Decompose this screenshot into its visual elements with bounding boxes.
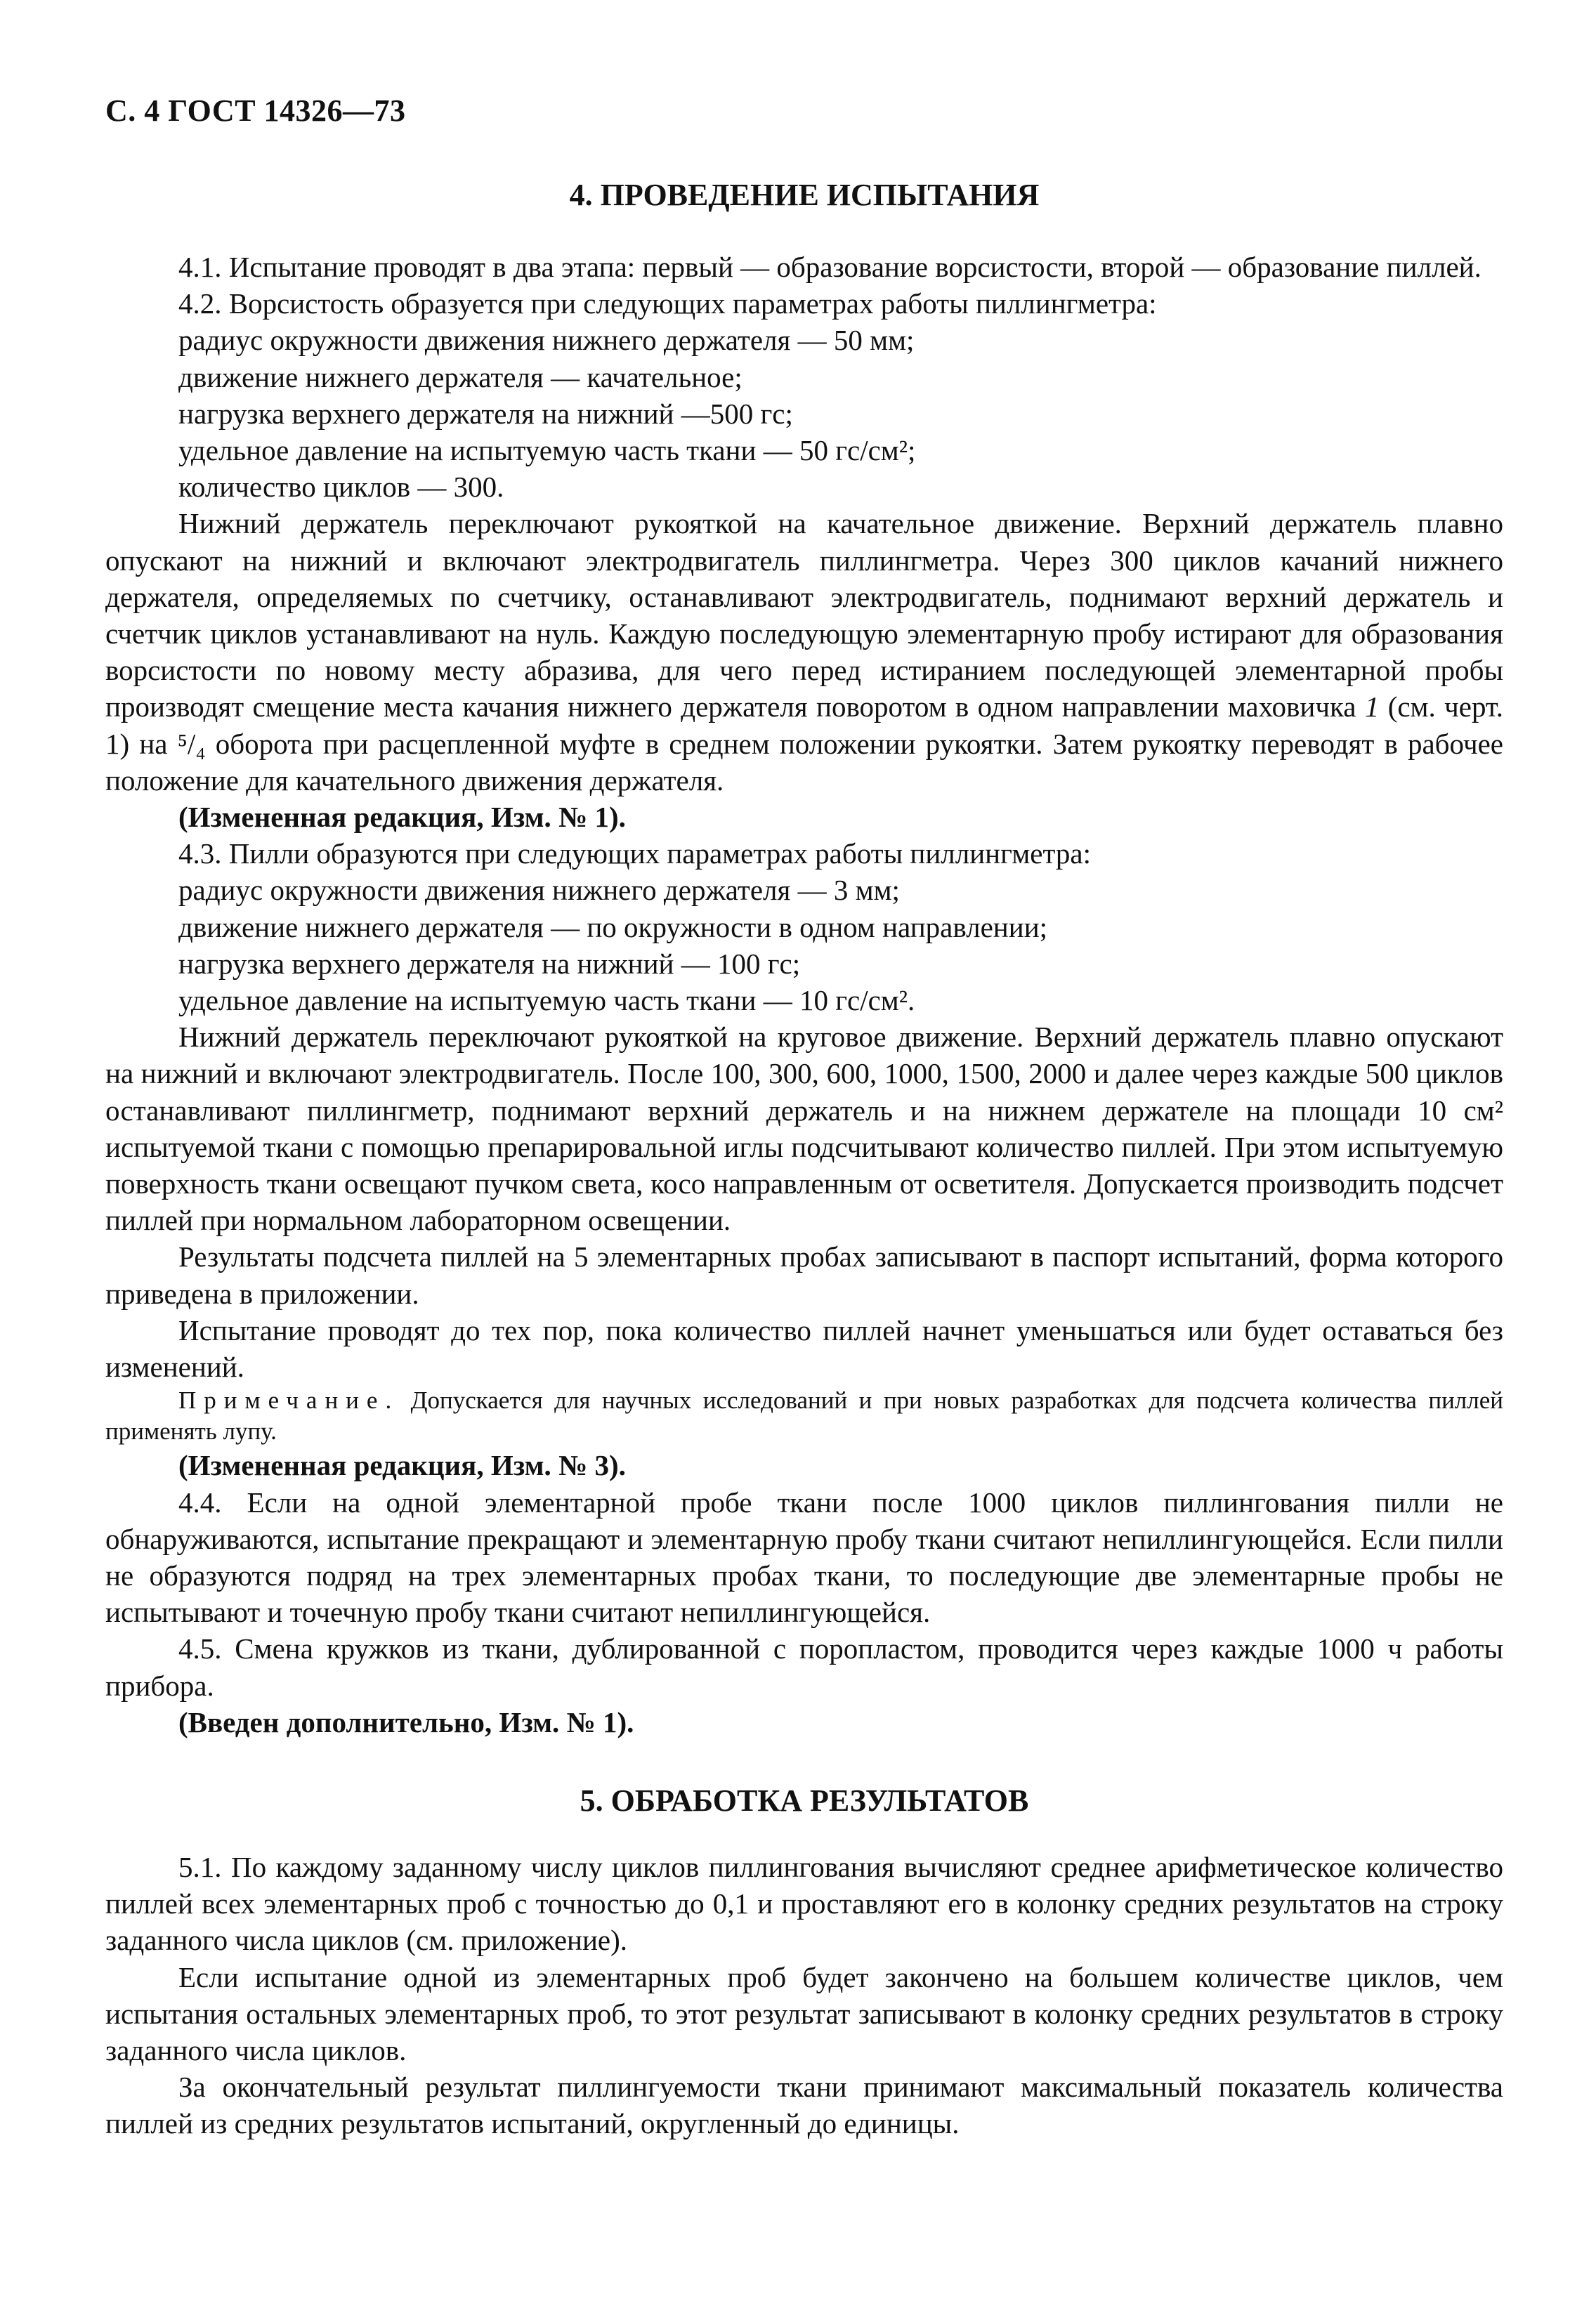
paragraph-4-3: 4.3. Пилли образуются при следующих параметрах работы пиллингметра: xyxy=(178,837,1092,870)
list-item: количество циклов — 300. xyxy=(178,471,504,504)
note-paragraph xyxy=(105,1385,1503,1447)
list-item: нагрузка верхнего держателя на нижний — 100 гс; xyxy=(178,947,801,980)
section-4-body xyxy=(105,249,1503,1741)
list-item: движение нижнего держателя — качательное; xyxy=(178,360,743,393)
list-item: удельное давление на испытуемую часть ткани — 50 гс/см²; xyxy=(178,434,916,467)
note-text: Допускается для научных исследований и при новых разработках для подсчета количества пиллей применять лупу. xyxy=(105,1387,1503,1446)
paragraph-4-3-until: Испытание проводят до тех пор, пока количество пиллей начнет уменьшаться или будет оставаться без изменений. xyxy=(105,1313,1503,1384)
list-item: нагрузка верхнего держателя на нижний —500 гс; xyxy=(178,397,793,430)
section-5-body xyxy=(105,1849,1503,2142)
drawing-reference: 1 xyxy=(1364,690,1380,723)
procedure-text-b: (см. черт. 1) на ⁵/₄ оборота при расцепленной муфте в среднем положении рукоятки. Затем рукоятку переводят в рабочее положение для качательного движения держателя. xyxy=(105,690,1503,797)
section-5-heading: 5. ОБРАБОТКА РЕЗУЛЬТАТОВ xyxy=(580,1783,1029,1818)
paragraph-5-1-c: За окончательный результат пиллингуемости ткани принимают максимальный показатель количества пиллей из средних результатов испытаний, округленный до единицы. xyxy=(105,2071,1503,2140)
paragraph-4-3-results: Результаты подсчета пиллей на 5 элементарных пробах записывают в паспорт испытаний, форма которого приведена в приложении. xyxy=(105,1240,1503,1310)
list-item: радиус окружности движения нижнего держателя — 3 мм; xyxy=(178,874,900,907)
paragraph-4-4: 4.4. Если на одной элементарной пробе ткани после 1000 циклов пиллингования пилли не обнаруживаются, испытание прекращают и элементарную пробу ткани считают непиллингующейся. Если пилли не образуются подряд на трех элементарных пробах ткани, то последующие две элементарные пробы не испытывают и точечную пробу ткани считают непиллингующейся. xyxy=(105,1486,1503,1629)
note-label: Примечание. xyxy=(178,1387,400,1415)
page-header: С. 4 ГОСТ 14326—73 xyxy=(105,93,406,128)
list-item: радиус окружности движения нижнего держателя — 50 мм; xyxy=(178,324,915,357)
list-item: удельное давление на испытуемую часть ткани — 10 гс/см². xyxy=(178,984,915,1017)
paragraph-4-2-procedure xyxy=(105,505,1503,799)
paragraph-5-1: 5.1. По каждому заданному числу циклов пиллингования вычисляют среднее арифметическое количество пиллей всех элементарных проб с точностью до 0,1 и проставляют его в колонку средних результатов на строку заданного числа циклов (см. приложение). xyxy=(105,1851,1503,1957)
amendment-note-1: (Измененная редакция, Изм. № 1). xyxy=(178,801,626,834)
procedure-text-a: Нижний держатель переключают рукояткой на качательное движение. Верхний держатель плавно опускают на нижний и включают электродвигатель пиллингметра. Через 300 циклов качаний нижнего держателя, определяемых по счетчику, останавливают электродвигатель, поднимают верхний держатель и счетчик циклов устанавливают на нуль. Каждую последующую элементарную пробу истирают для образования ворсистости по новому месту абразива, для чего перед истиранием последующей элементарной пробы производят смещение места качания нижнего держателя поворотом в одном направлении маховичка xyxy=(105,507,1503,723)
paragraph-4-5: 4.5. Смена кружков из ткани, дублированной с поропластом, проводится через каждые 1000 ч работы прибора. xyxy=(105,1632,1503,1702)
paragraph-5-1-b: Если испытание одной из элементарных проб будет закончено на большем количестве циклов, чем испытания остальных элементарных проб, то этот результат записывают в колонку средних результатов в строку заданного числа циклов. xyxy=(105,1960,1503,2067)
added-note-1: (Введен дополнительно, Изм. № 1). xyxy=(178,1705,634,1738)
amendment-note-3: (Измененная редакция, Изм. № 3). xyxy=(178,1449,626,1482)
list-item: движение нижнего держателя — по окружности в одном направлении; xyxy=(178,910,1048,943)
paragraph-4-1: 4.1. Испытание проводят в два этапа: первый — образование ворсистости, второй — образование пиллей. xyxy=(178,251,1481,283)
paragraph-4-3-procedure: Нижний держатель переключают рукояткой на круговое движение. Верхний держатель плавно опускают на нижний и включают электродвигатель. После 100, 300, 600, 1000, 1500, 2000 и далее через каждые 500 циклов останавливают пиллингметр, поднимают верхний держатель и на нижнем держателе на площади 10 см² испытуемой ткани с помощью препарировальной иглы подсчитывают количество пиллей. При этом испытуемую поверхность ткани освещают пучком света, косо направленным от осветителя. Допускается производить подсчет пиллей при нормальном лабораторном освещении. xyxy=(105,1021,1503,1237)
paragraph-4-2: 4.2. Ворсистость образуется при следующих параметрах работы пиллингметра: xyxy=(178,287,1157,320)
section-4-heading: 4. ПРОВЕДЕНИЕ ИСПЫТАНИЯ xyxy=(569,178,1040,212)
